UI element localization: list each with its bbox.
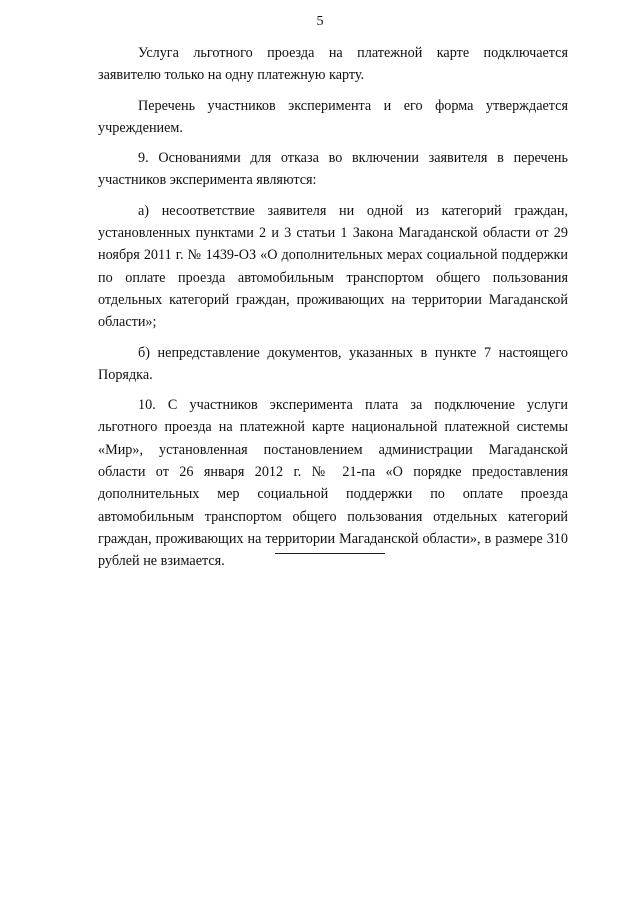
paragraph-item-10-fee: 10. С участников эксперимента плата за подключение услуги льготного проезда на платежной карте национальной платежной системы «Мир», установленная постановлением администрации Магаданской области от 26 января 2012 г. № 21-па «О порядке предоставления дополнительных мер социальной поддержки по оплате проезда автомобильным транспортом общего пользования отдельных категорий граждан, проживающих на территории Магаданской области», в размере 310 рублей не взимается. [98, 397, 568, 570]
paragraph-subitem-b: б) непредставление документов, указанных в пункте 7 настоящего Порядка. [98, 344, 568, 383]
paragraph-single-card: Услуга льготного проезда на платежной карте подключается заявителю только на одну платежную карту. [98, 45, 568, 84]
paragraph-item-9-refusal-grounds: 9. Основаниями для отказа во включении заявителя в перечень участников эксперимента являются: [98, 150, 568, 189]
page-number: 5 [316, 14, 324, 29]
document-body [98, 42, 568, 573]
paragraph-subitem-a: а) несоответствие заявителя ни одной из категорий граждан, установленных пунктами 2 и 3 статьи 1 Закона Магаданской области от 29 ноября 2011 г. № 1439-ОЗ «О дополнительных мерах социальной поддержки по оплате проезда автомобильным транспортом общего пользования отдельных категорий граждан, проживающих на территории Магаданской области»; [98, 202, 568, 331]
end-divider-line [275, 553, 385, 554]
paragraph-participant-list: Перечень участников эксперимента и его форма утверждается учреждением. [98, 97, 568, 136]
